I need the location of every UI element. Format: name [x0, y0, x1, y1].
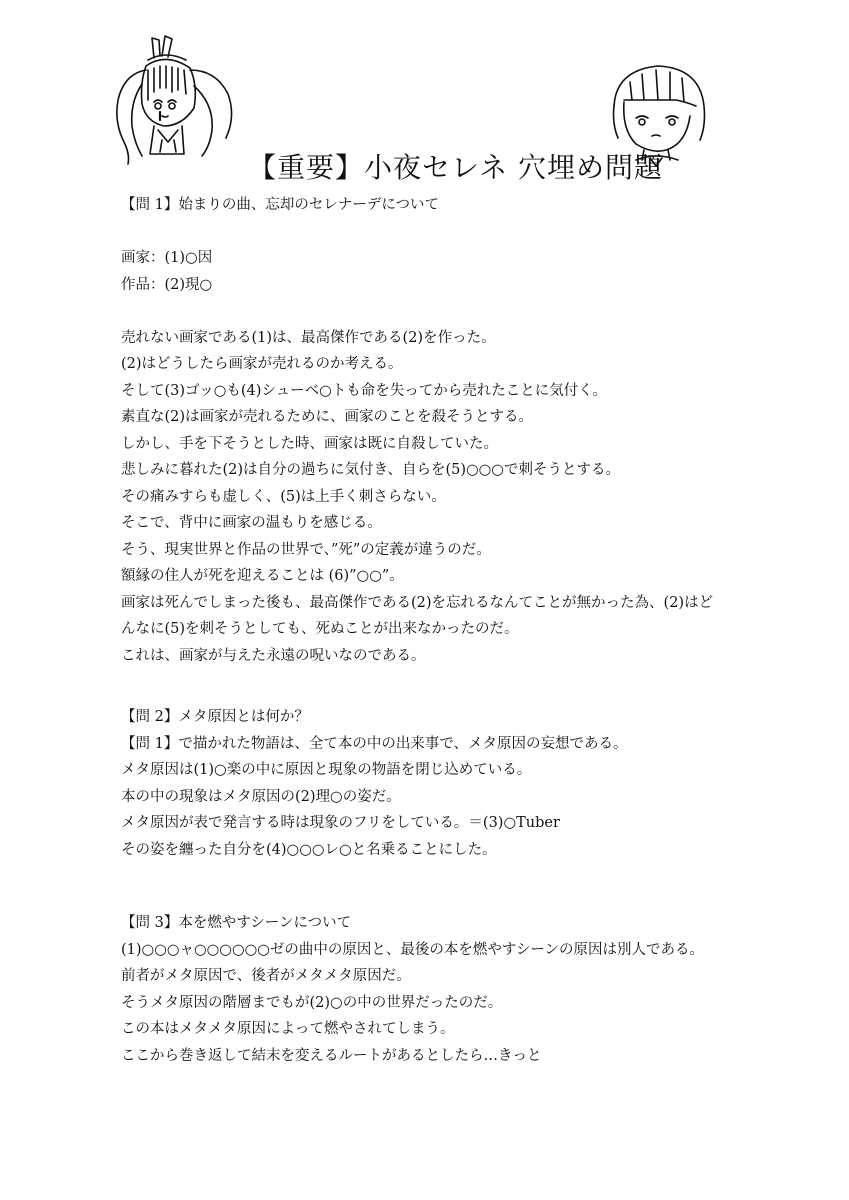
story-line: メタ原因が表で発言する時は現象のフリをしている。＝(3)○Tuber — [121, 815, 560, 831]
story-line: 売れない画家である(1)は、最高傑作である(2)を作った。 — [121, 329, 496, 346]
question-1-heading: 【問 1】始まりの曲、忘却のセレナーデについて — [121, 197, 440, 213]
story-line: 額縁の住人が死を迎えることは (6)”○○”。 — [121, 568, 404, 584]
question-3-heading: 【問 3】本を燃やすシーンについて — [121, 915, 352, 931]
story-line: ここから巻き返して結末を変えるルートがあるとしたら…きっと — [121, 1047, 542, 1064]
field-work: 作品：(2)現○ — [121, 276, 213, 293]
story-line: これは、画家が与えた永遠の呪いなのである。 — [121, 647, 426, 664]
story-line: 悲しみに暮れた(2)は自分の過ちに気付き、自らを(5)○○○で刺そうとする。 — [121, 462, 620, 478]
story-line: そこで、背中に画家の温もりを感じる。 — [121, 515, 382, 531]
story-line: そして(3)ゴッ○も(4)シューベ○トも命を失ってから売れたことに気付く。 — [121, 382, 608, 399]
story-line: (2)はどうしたら画家が売れるのか考える。 — [121, 356, 403, 372]
story-line: 本の中の現象はメタ原因の(2)理○の姿だ。 — [121, 788, 401, 805]
story-line: その痛みすらも虚しく、(5)は上手く刺さらない。 — [121, 488, 446, 505]
story-line: んなに(5)を刺そうとしても、死ぬことが出来なかったのだ。 — [121, 621, 519, 637]
question-2-heading: 【問 2】メタ原因とは何か？ — [121, 709, 309, 725]
girl-twintails-doodle — [102, 30, 242, 180]
story-line: そう、現実世界と作品の世界で、”死”の定義が違うのだ。 — [121, 541, 491, 558]
story-line: 前者がメタ原因で、後者がメタメタ原因だ。 — [121, 968, 411, 984]
story-line: この本はメタメタ原因によって燃やされてしまう。 — [121, 1021, 455, 1037]
story-line: メタ原因は(1)○楽の中に原因と現象の物語を閉じ込めている。 — [121, 762, 532, 778]
story-line: 【問 1】で描かれた物語は、全て本の中の出来事で、メタ原因の妄想である。 — [121, 735, 628, 752]
story-line: そうメタ原因の階層までもが(2)○の中の世界だったのだ。 — [121, 994, 503, 1011]
story-line: しかし、手を下そうとした時、画家は既に自殺していた。 — [121, 435, 498, 452]
story-line: その姿を纏った自分を(4)○○○レ○と名乗ることにした。 — [121, 841, 497, 858]
story-line: 画家は死んでしまった後も、最高傑作である(2)を忘れるなんてことが無かった為、(2)はど — [121, 594, 714, 611]
question-3-section — [121, 910, 761, 1069]
question-2-section — [121, 704, 761, 863]
question-1-section — [121, 192, 761, 669]
story-line: 素直な(2)は画家が売れるために、画家のことを殺そうとする。 — [121, 409, 534, 425]
field-painter: 画家：(1)○因 — [121, 250, 213, 266]
page-title: 【重要】小夜セレネ 穴埋め問題 — [248, 151, 664, 184]
story-line: (1)○○○ャ○○○○○○ゼの曲中の原因と、最後の本を燃やすシーンの原因は別人である。 — [121, 941, 705, 958]
